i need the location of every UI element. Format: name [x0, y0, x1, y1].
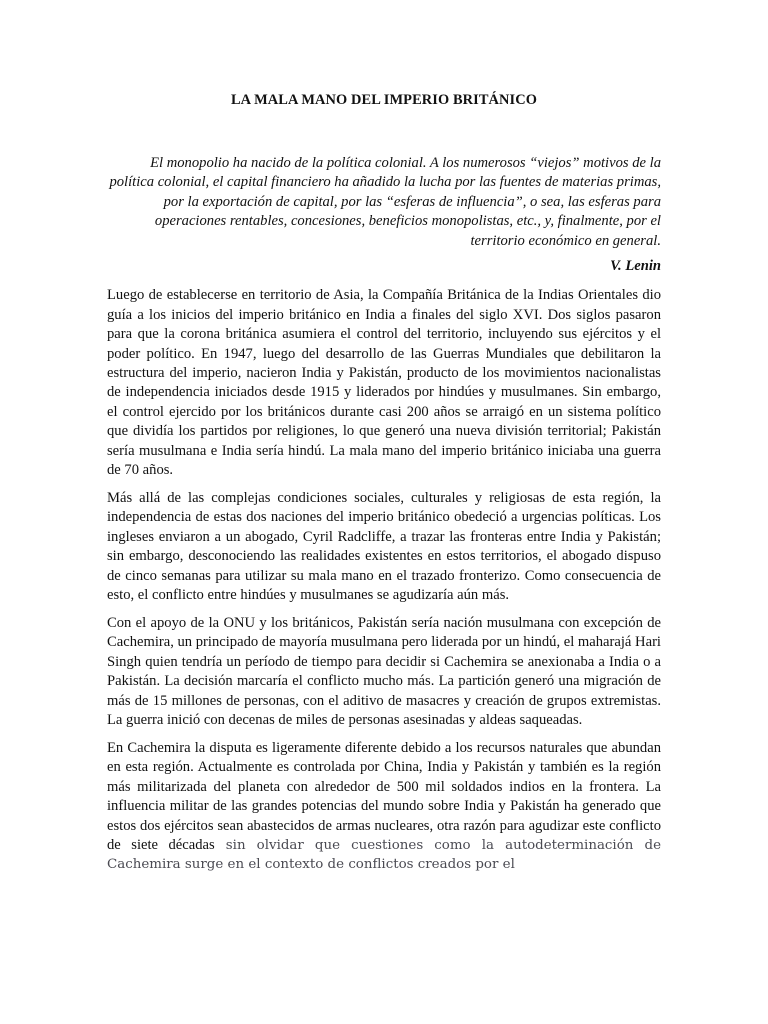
epigraph-author: V. Lenin	[610, 258, 661, 275]
paragraph-4-faded-text: sin olvidar que cuestiones como la autodeterminación de Cachemira surge en el contexto de conflictos creados por el	[107, 837, 661, 873]
body-paragraph-3: Con el apoyo de la ONU y los británicos, Pakistán sería nación musulmana con excepción de Cachemira, un principado de mayoría musulmana pero liderada por un hindú, el maharajá Hari Singh quien tendría un período de tiempo para decidir si Cachemira se anexionaba a India o a Pakistán. La decisión marcaría el conflicto mucho más. La partición generó una migración de más de 15 millones de personas, con el aditivo de masacres y creación de grupos extremistas. La guerra inició con decenas de miles de personas asesinadas y aldeas saqueadas.	[107, 614, 661, 728]
body-paragraph-2: Más allá de las complejas condiciones sociales, culturales y religiosas de esta región, la independencia de estas dos naciones del imperio británico obedeció a urgencias políticas. Los ingleses enviaron a un abogado, Cyril Radcliffe, a trazar las fronteras entre India y Pakistán; sin embargo, desconociendo las realidades existentes en estos territorios, el abogado dispuso de cinco semanas para utilizar su mala mano en el trazado fronterizo. Como consecuencia de esto, el conflicto entre hindúes y musulmanes se agudizaría aún más.	[107, 490, 661, 604]
document-title: LA MALA MANO DEL IMPERIO BRITÁNICO	[230, 92, 538, 108]
body-paragraph-4	[107, 739, 661, 875]
paragraph-4-main-text: En Cachemira la disputa es ligeramente diferente debido a los recursos naturales que abundan en esta región. Actualmente es controlada por China, India y Pakistán y también es la región más militarizada del planeta con alrededor de 500 mil soldados indios en la frontera. La influencia militar de las grandes potencias del mundo sobre India y Pakistán ha generado que estos dos ejércitos sean abastecidos de armas nucleares, otra razón para agudizar este conflicto de siete décadas	[107, 739, 661, 853]
epigraph-quote: El monopolio ha nacido de la política colonial. A los numerosos “viejos” motivos de la política colonial, el capital financiero ha añadido la lucha por las fuentes de materias primas, por la exportación de capital, por las “esferas de influencia”, o sea, las esferas para operaciones rentables, concesiones, beneficios monopolistas, etc., y, finalmente, por el territorio económico en general.	[109, 155, 661, 249]
body-paragraph-1: Luego de establecerse en territorio de Asia, la Compañía Británica de la Indias Orientales dio guía a los inicios del imperio británico en India a finales del siglo XVI. Dos siglos pasaron para que la corona británica asumiera el control del territorio, incluyendo sus ejércitos y el poder político. En 1947, luego del desarrollo de las Guerras Mundiales que debilitaron la estructura del imperio, nacieron India y Pakistán, producto de los movimientos nacionalistas de independencia iniciados desde 1915 y liderados por hindúes y musulmanes. Sin embargo, el control ejercido por los británicos durante casi 200 años se arraigó en un sistema político que dividía los partidos por religiones, lo que generó una nueva división territorial; Pakistán sería musulmana e India sería hindú. La mala mano del imperio británico iniciaba una guerra de 70 años.	[107, 287, 661, 479]
document-body	[107, 286, 661, 874]
